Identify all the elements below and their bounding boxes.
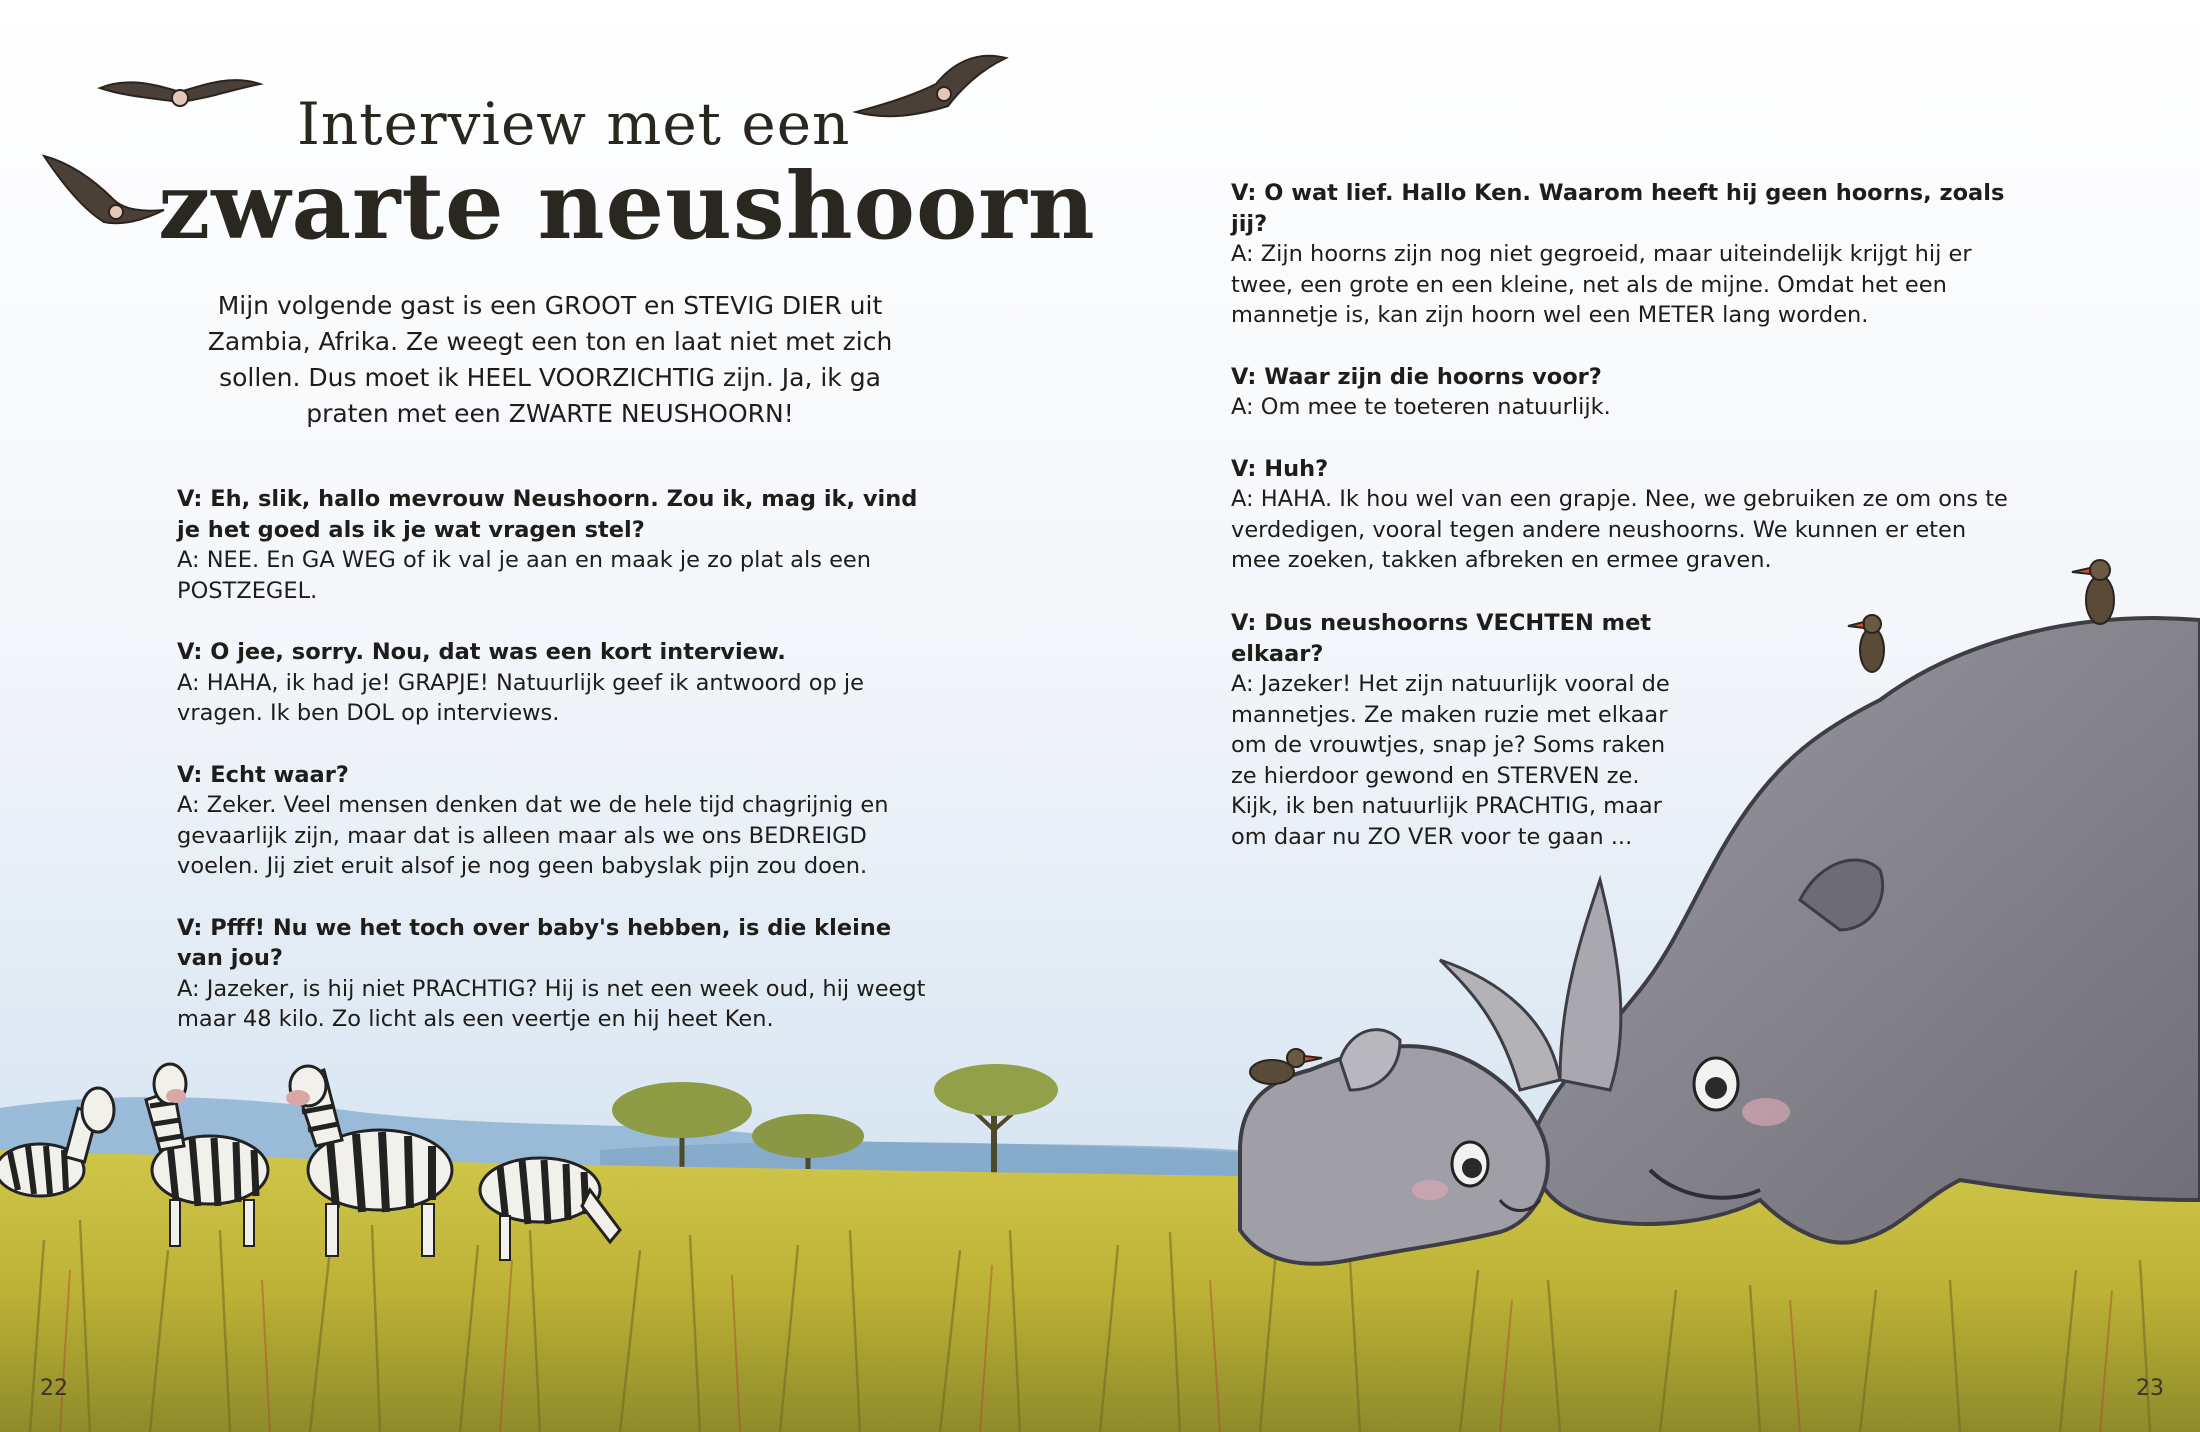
title-line-2: zwarte neushoorn [158, 152, 1096, 260]
question-text: V: Huh? [1231, 455, 1329, 482]
qa-block [177, 760, 937, 882]
intro-paragraph: Mijn volgende gast is een GROOT en STEVIG DIER uit Zambia, Afrika. Ze weegt een ton en laat niet met zich sollen. Dus moet ik HEEL VOORZICHTIG zijn. Ja, ik ga praten met een ZWARTE NEUSHOORN! [207, 291, 893, 428]
answer-text: A: NEE. En GA WEG of ik val je aan en maak je zo plat als een POSTZEGEL. [177, 547, 872, 604]
answer-text: A: Zeker. Veel mensen denken dat we de hele tijd chagrijnig en gevaarlijk zijn, maar dat is alleen maar als we ons BEDREIGD voelen. Jij ziet eruit alsof je nog geen babyslak pijn zou doen. [177, 792, 889, 879]
title-line-1: Interview met een [297, 90, 851, 158]
page-number-right: 23 [2136, 1376, 2164, 1401]
qa-block [177, 913, 937, 1035]
qa-block-last [1231, 608, 1671, 852]
question-text: V: O jee, sorry. Nou, dat was een kort interview. [177, 639, 786, 665]
question-text: V: O wat lief. Hallo Ken. Waarom heeft hij geen hoorns, zoals jij? [1231, 180, 2005, 237]
answer-text: A: Om mee te toeteren natuurlijk. [1231, 394, 1611, 420]
answer-text: A: Jazeker! Het zijn natuurlijk vooral de mannetjes. Ze maken ruzie met elkaar om de vrouwtjes, snap je? Soms raken ze hierdoor gewond en STERVEN ze. Kijk, ik ben natuurlijk PRACHTIG, maar om daar nu ZO VER voor te gaan ... [1231, 671, 1670, 850]
answer-text: A: HAHA, ik had je! GRAPJE! Natuurlijk geef ik antwoord op je vragen. Ik ben DOL op interviews. [177, 669, 864, 726]
qa-block [1231, 454, 2011, 576]
answer-text: A: Jazeker, is hij niet PRACHTIG? Hij is net een week oud, hij weegt maar 48 kilo. Zo licht als een veertje en hij heet Ken. [177, 975, 926, 1032]
answer-text: A: HAHA. Ik hou wel van een grapje. Nee, we gebruiken ze om ons te verdedigen, vooral tegen andere neushoorns. We kunnen er eten mee zoeken, takken afbreken en ermee graven. [1231, 486, 2008, 573]
question-text: V: Pfff! Nu we het toch over baby's hebben, is die kleine van jou? [177, 914, 892, 971]
page-number-left: 22 [40, 1376, 68, 1401]
question-text: V: Eh, slik, hallo mevrouw Neushoorn. Zou ik, mag ik, vind je het goed als ik je wat vragen stel? [177, 486, 918, 543]
qa-block [1231, 362, 2011, 423]
question-text: V: Dus neushoorns VECHTEN met elkaar? [1231, 610, 1652, 667]
question-text: V: Echt waar? [177, 761, 349, 788]
left-column [177, 484, 937, 1066]
question-text: V: Waar zijn die hoorns voor? [1231, 363, 1602, 390]
qa-block [177, 637, 937, 729]
qa-block [177, 484, 937, 606]
right-column [1231, 178, 2011, 607]
answer-text: A: Zijn hoorns zijn nog niet gegroeid, maar uiteindelijk krijgt hij er twee, een grote en een kleine, net als de mijne. Omdat het een mannetje is, kan zijn hoorn wel een METER lang worden. [1231, 241, 1972, 328]
qa-block [1231, 178, 2011, 331]
